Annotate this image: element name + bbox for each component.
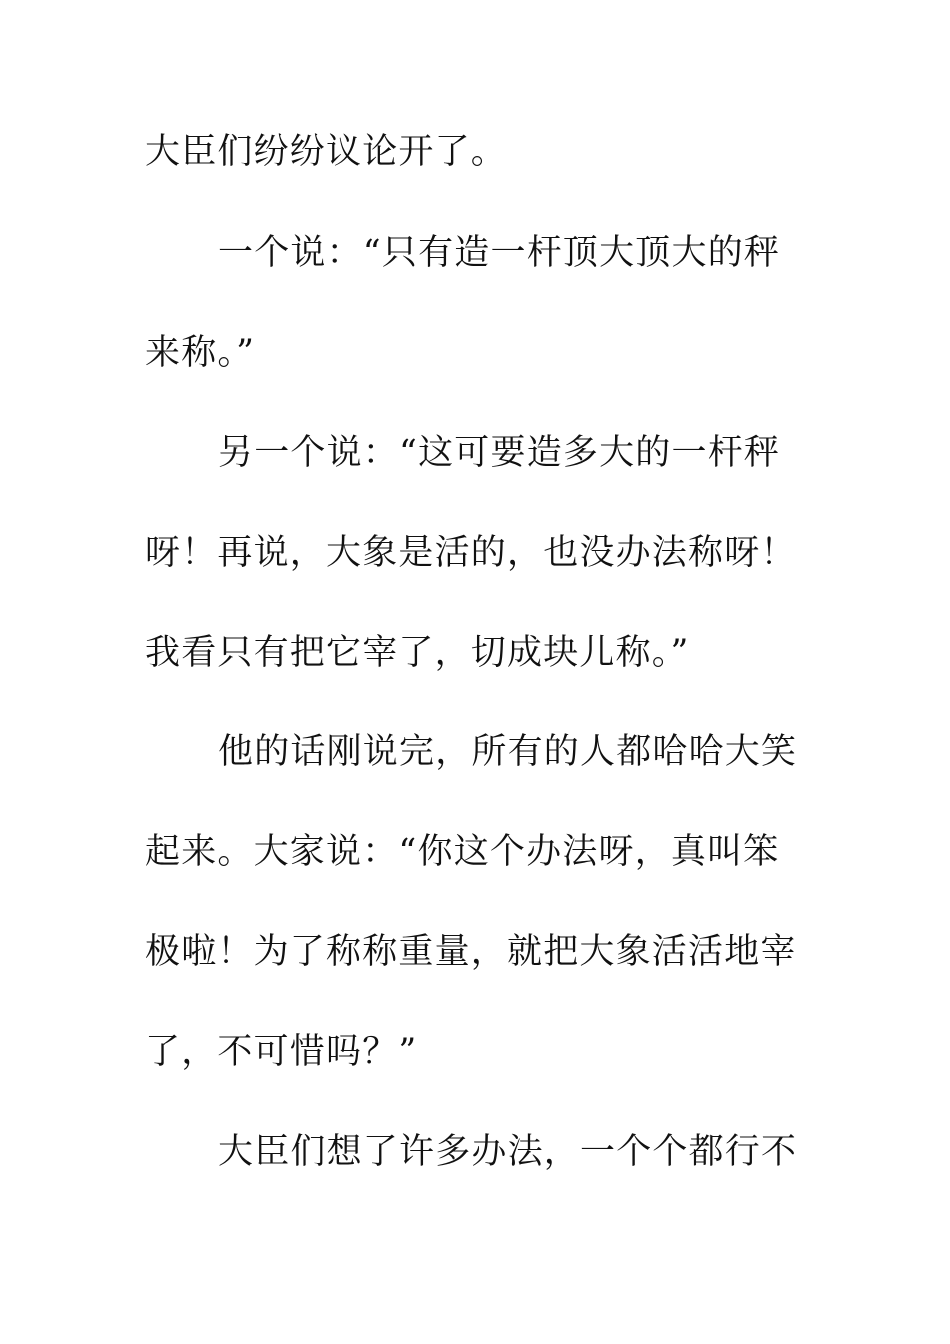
text-line: 来称。”: [145, 333, 256, 373]
text-line: 极啦！为了称称重量，就把大象活活地宰: [145, 932, 797, 972]
paragraph-start-line: 大臣们想了许多办法，一个个都行不: [218, 1132, 798, 1172]
paragraph-start-line: 一个说：“只有造一杆顶大顶大的秤: [218, 233, 781, 273]
text-line: 呀！再说，大象是活的，也没办法称呀！: [145, 533, 797, 573]
text-line: 起来。大家说：“你这个办法呀，真叫笨: [145, 832, 780, 872]
paragraph-start-line: 他的话刚说完，所有的人都哈哈大笑: [218, 732, 798, 772]
text-line: 我看只有把它宰了，切成块儿称。”: [145, 633, 690, 673]
text-line: 大臣们纷纷议论开了。: [145, 132, 508, 172]
paragraph-start-line: 另一个说：“这可要造多大的一杆秤: [218, 433, 781, 473]
text-line: 了，不可惜吗？”: [145, 1032, 418, 1072]
